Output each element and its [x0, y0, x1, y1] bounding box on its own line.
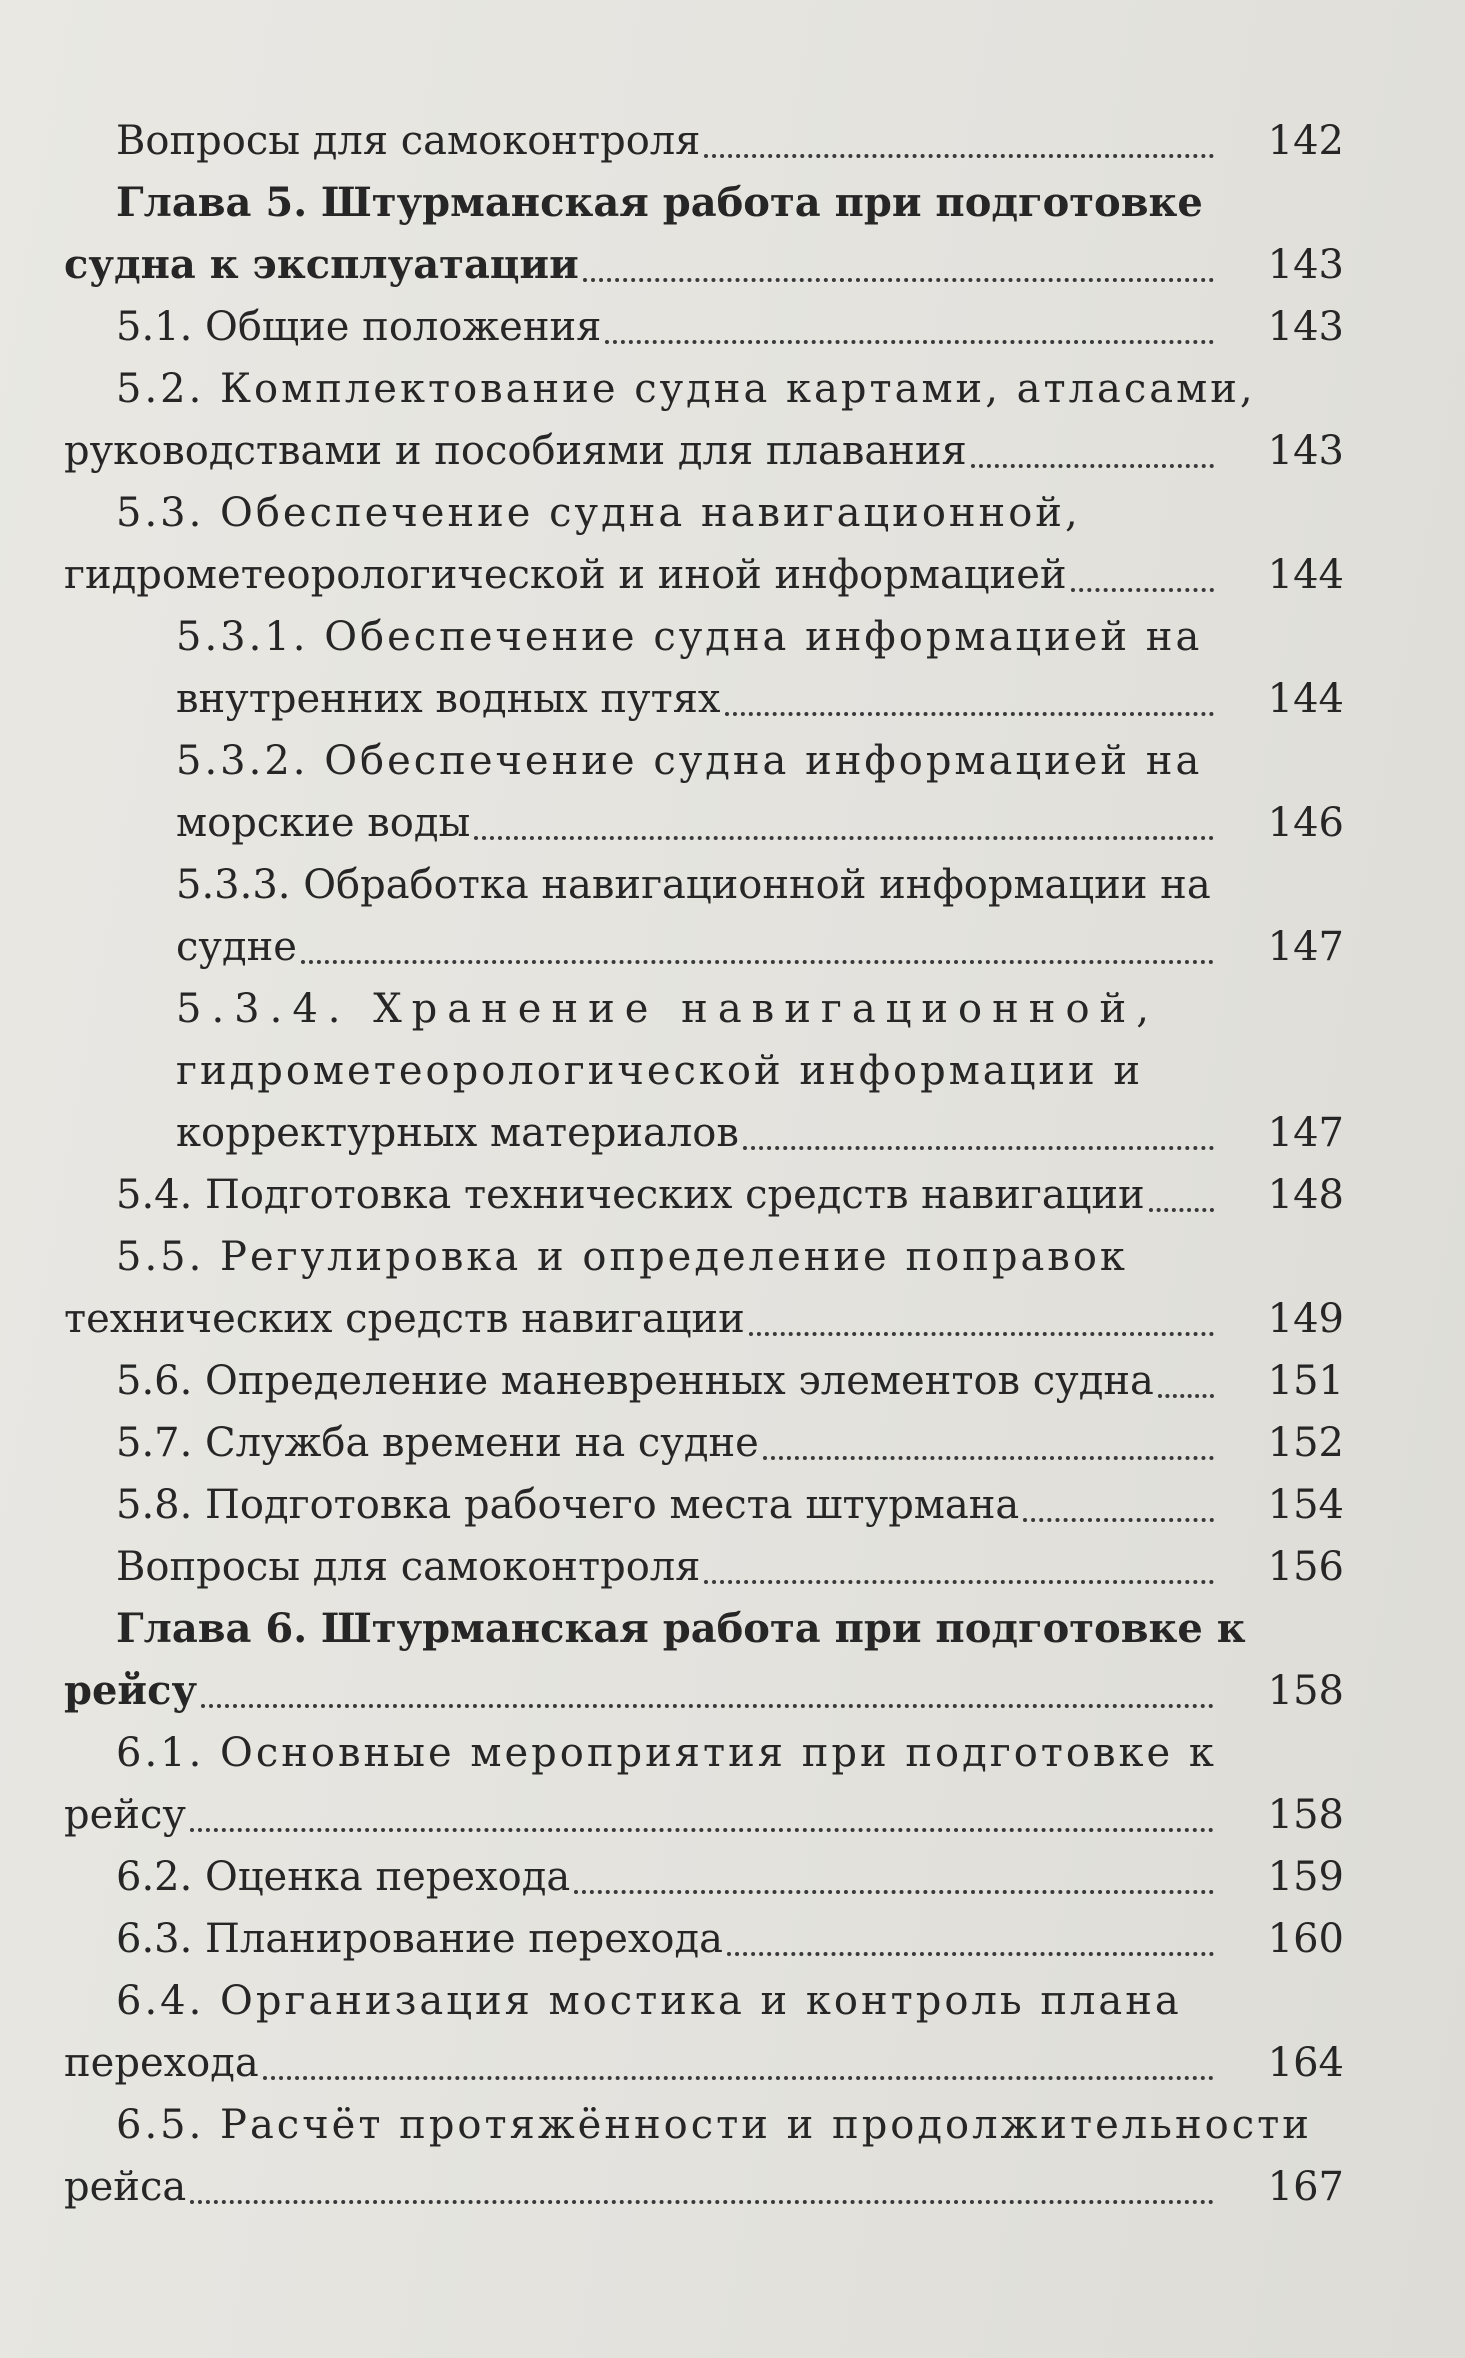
- toc-entry: [64, 172, 1344, 296]
- dot-leader: [1071, 580, 1214, 592]
- dot-leader: [1149, 1200, 1214, 1212]
- dot-leader: [201, 1696, 1214, 1708]
- toc-entry: [64, 110, 1344, 172]
- dot-leader: [1158, 1386, 1214, 1398]
- toc-entry-title: Вопросы для самоконтроля: [116, 1544, 701, 1590]
- table-of-contents: [64, 110, 1344, 2218]
- toc-entry-title: корректурных материалов: [176, 1110, 739, 1156]
- toc-page-number: 143: [1267, 242, 1344, 288]
- toc-entry-title: 6.3. Планирование перехода: [116, 1916, 723, 1962]
- toc-entry-title: 5.2. Комплектование судна картами, атласами,: [116, 366, 1256, 412]
- toc-page-number: 164: [1267, 2040, 1344, 2086]
- toc-entry: [64, 1598, 1344, 1722]
- toc-entry: [64, 482, 1344, 606]
- toc-entry-title: 5.7. Служба времени на судне: [116, 1420, 759, 1466]
- toc-entry-title: рейсу: [64, 1792, 186, 1838]
- toc-entry-title: Вопросы для самоконтроля: [116, 118, 701, 164]
- dot-leader: [725, 704, 1215, 716]
- dot-leader: [190, 2192, 1214, 2204]
- dot-leader: [583, 270, 1214, 282]
- dot-leader: [574, 1882, 1214, 1894]
- toc-entry: [64, 606, 1344, 730]
- toc-page-number: 158: [1267, 1668, 1344, 1714]
- toc-entry-title: 5.5. Регулировка и определение поправок: [116, 1234, 1128, 1280]
- dot-leader: [743, 1138, 1214, 1150]
- dot-leader: [749, 1324, 1214, 1336]
- toc-page-number: 154: [1267, 1482, 1344, 1528]
- toc-entry: [64, 296, 1344, 358]
- toc-entry-title: судне: [176, 924, 297, 970]
- toc-entry: [64, 1226, 1344, 1350]
- dot-leader: [301, 952, 1214, 964]
- toc-entry: [64, 1474, 1344, 1536]
- toc-page-number: 142: [1267, 118, 1344, 164]
- toc-entry-title: 5.3. Обеспечение судна навигационной,: [116, 490, 1081, 536]
- toc-entry-title: руководствами и пособиями для плавания: [64, 428, 967, 474]
- toc-page-number: 156: [1267, 1544, 1344, 1590]
- toc-page-number: 147: [1267, 1110, 1344, 1156]
- toc-entry-title: гидрометеорологической информации и: [176, 1048, 1144, 1094]
- toc-page-number: 144: [1267, 552, 1344, 598]
- toc-entry-title: 6.4. Организация мостика и контроль плана: [116, 1978, 1182, 2024]
- toc-entry-title: технических средств навигации: [64, 1296, 745, 1342]
- dot-leader: [190, 1820, 1214, 1832]
- toc-page-number: 144: [1267, 676, 1344, 722]
- toc-entry: [64, 358, 1344, 482]
- toc-entry-title: 5.4. Подготовка технических средств навигации: [116, 1172, 1145, 1218]
- toc-page-number: 167: [1267, 2164, 1344, 2210]
- toc-entry: [64, 1908, 1344, 1970]
- toc-page-number: 143: [1267, 428, 1344, 474]
- dot-leader: [1023, 1510, 1214, 1522]
- toc-entry-title: 5.3.4. Хранение навигационной,: [176, 986, 1159, 1032]
- toc-entry-title: рейсу: [64, 1667, 198, 1714]
- toc-entry-title: 6.1. Основные мероприятия при подготовке к: [116, 1730, 1217, 1776]
- toc-entry: [64, 2094, 1344, 2218]
- dot-leader: [474, 828, 1214, 840]
- toc-entry-title: морские воды: [176, 800, 471, 846]
- toc-entry-title: перехода: [64, 2040, 259, 2086]
- toc-entry-title: 6.5. Расчёт протяжённости и продолжительности: [116, 2102, 1312, 2148]
- toc-entry-title: 5.3.2. Обеспечение судна информацией на: [176, 738, 1203, 784]
- toc-entry: [64, 1350, 1344, 1412]
- dot-leader: [971, 456, 1214, 468]
- toc-entry: [64, 1970, 1344, 2094]
- toc-entry-title: Глава 5. Штурманская работа при подготовке: [116, 179, 1203, 226]
- toc-page-number: 160: [1267, 1916, 1344, 1962]
- toc-entry: [64, 978, 1344, 1164]
- toc-entry-title: 5.3.3. Обработка навигационной информации на: [176, 862, 1211, 908]
- toc-entry: [64, 1846, 1344, 1908]
- toc-entry: [64, 854, 1344, 978]
- toc-page-number: 146: [1267, 800, 1344, 846]
- toc-page-number: 143: [1267, 304, 1344, 350]
- toc-page-number: 159: [1267, 1854, 1344, 1900]
- toc-entry-title: 6.2. Оценка перехода: [116, 1854, 571, 1900]
- toc-entry: [64, 1412, 1344, 1474]
- toc-entry-title: судна к эксплуатации: [64, 241, 579, 288]
- dot-leader: [704, 146, 1214, 158]
- dot-leader: [605, 332, 1214, 344]
- toc-entry-title: внутренних водных путях: [176, 676, 721, 722]
- toc-entry: [64, 730, 1344, 854]
- toc-page-number: 158: [1267, 1792, 1344, 1838]
- toc-entry-title: 5.6. Определение маневренных элементов судна: [116, 1358, 1154, 1404]
- dot-leader: [263, 2068, 1214, 2080]
- toc-page-number: 149: [1267, 1296, 1344, 1342]
- toc-page-number: 151: [1267, 1358, 1344, 1404]
- toc-entry: [64, 1722, 1344, 1846]
- toc-entry-title: гидрометеорологической и иной информацией: [64, 552, 1067, 598]
- dot-leader: [763, 1448, 1214, 1460]
- toc-entry-title: Глава 6. Штурманская работа при подготовке к: [116, 1605, 1246, 1652]
- toc-entry-title: рейса: [64, 2164, 187, 2210]
- dot-leader: [704, 1572, 1214, 1584]
- toc-page-number: 148: [1267, 1172, 1344, 1218]
- toc-entry: [64, 1536, 1344, 1598]
- toc-entry-title: 5.3.1. Обеспечение судна информацией на: [176, 614, 1203, 660]
- dot-leader: [727, 1944, 1214, 1956]
- toc-entry: [64, 1164, 1344, 1226]
- toc-page-number: 152: [1267, 1420, 1344, 1466]
- toc-page-number: 147: [1267, 924, 1344, 970]
- toc-entry-title: 5.1. Общие положения: [116, 304, 602, 350]
- toc-entry-title: 5.8. Подготовка рабочего места штурмана: [116, 1482, 1020, 1528]
